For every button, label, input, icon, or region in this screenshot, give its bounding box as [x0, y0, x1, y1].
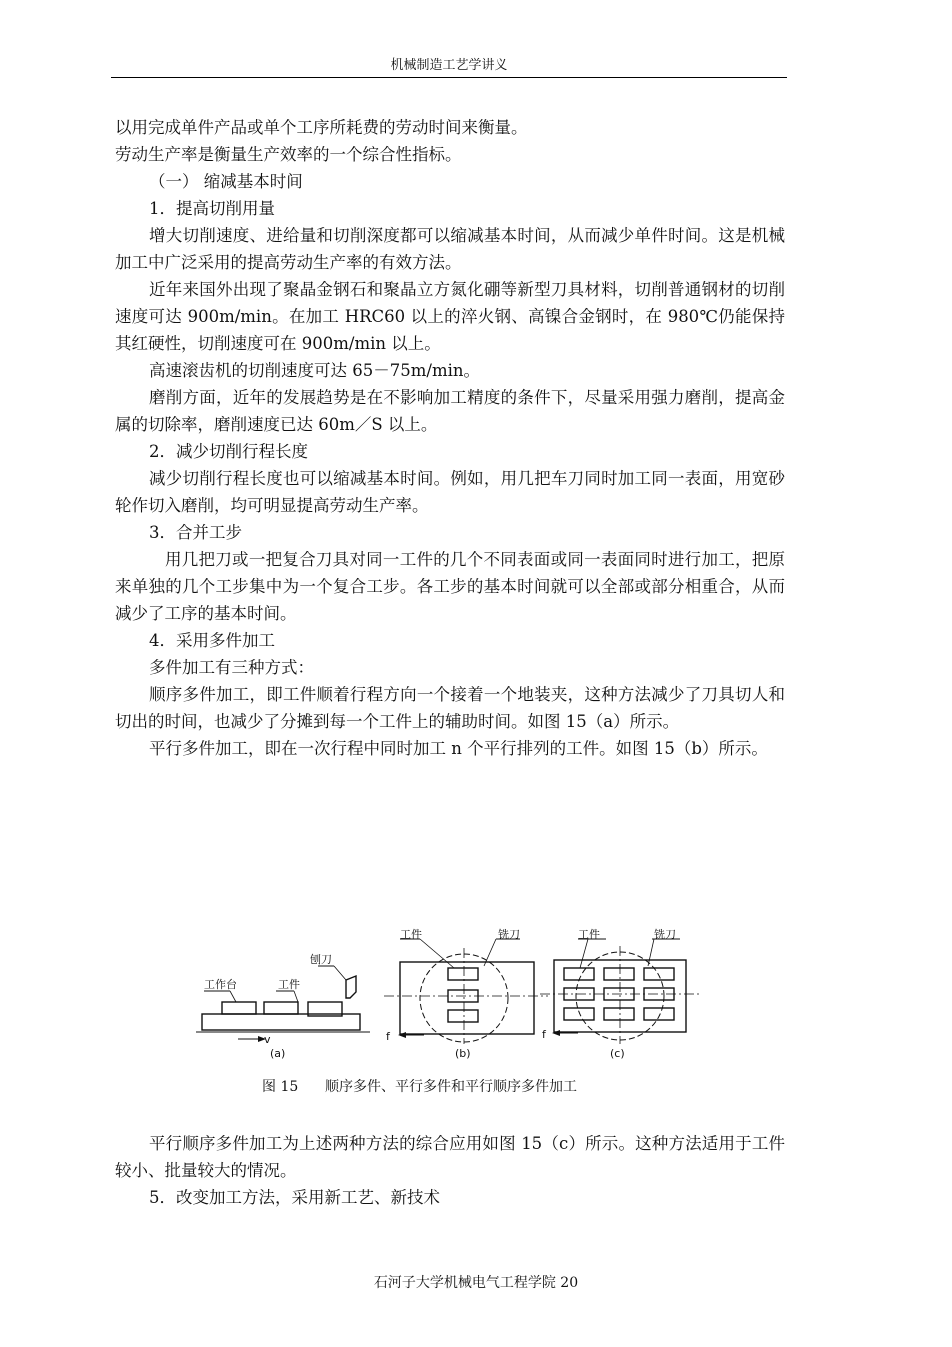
- workpiece-shape: [448, 1010, 478, 1022]
- header-rule: [111, 77, 787, 78]
- workpiece-shape: [644, 1008, 674, 1020]
- paragraph: 近年来国外出现了聚晶金钢石和聚晶立方氮化硼等新型刀具材料，切削普通钢材的切削速度可达 900m/min。在加工 HRC60 以上的淬火钢、高镍合金钢时，在 980℃仍能保持其红硬性，切削速度可在 900m/min 以上。: [115, 280, 785, 353]
- label-planer-tool: 刨刀: [310, 953, 332, 966]
- figure-c: [540, 939, 700, 1044]
- label-b: (b): [455, 1047, 471, 1060]
- paragraph: 以用完成单件产品或单个工序所耗费的劳动时间来衡量。: [115, 118, 528, 137]
- figure-15: [170, 926, 725, 1066]
- workpiece-shape: [564, 1008, 594, 1020]
- section-heading: （一） 缩减基本时间: [149, 172, 303, 191]
- label-worktable: 工作台: [204, 978, 237, 991]
- workpiece-shape: [564, 968, 594, 980]
- workpiece-shape: [644, 968, 674, 980]
- paragraph: 平行多件加工，即在一次行程中同时加工 n 个平行排列的工件。如图 15（b）所示。: [149, 739, 768, 758]
- paragraph: 顺序多件加工，即工件顺着行程方向一个接着一个地装夹，这种方法减少了刀具切人和切出的时间，也减少了分摊到每一个工件上的辅助时间。如图 15（a）所示。: [115, 685, 785, 731]
- paragraph: 磨削方面，近年的发展趋势是在不影响加工精度的条件下，尽量采用强力磨削，提高金属的切除率，磨削速度已达 60m／S 以上。: [115, 388, 785, 434]
- figure-b: [384, 939, 548, 1044]
- page-footer: 石河子大学机械电气工程学院 20: [373, 1275, 579, 1291]
- workpiece-shape: [222, 1002, 256, 1014]
- body-text-continued: [115, 1130, 785, 1211]
- label-a: (a): [270, 1047, 286, 1060]
- paragraph: 多件加工有三种方式：: [149, 658, 314, 677]
- body-text: [115, 114, 785, 762]
- workpiece-shape: [264, 1002, 298, 1014]
- paragraph: 增大切削速度、进给量和切削深度都可以缩减基本时间，从而减少单件时间。这是机械加工中广泛采用的提高劳动生产率的有效方法。: [115, 226, 785, 272]
- workpiece-shape: [604, 1008, 634, 1020]
- label-workpiece-b: 工件: [400, 928, 422, 941]
- label-f-b: f: [386, 1030, 390, 1043]
- subsection-heading: 4．采用多件加工: [149, 631, 275, 650]
- subsection-heading: 5．改变加工方法，采用新工艺、新技术: [149, 1188, 440, 1207]
- paragraph: 劳动生产率是衡量生产效率的一个综合性指标。: [115, 145, 462, 164]
- paragraph: 用几把刀或一把复合刀具对同一工件的几个不同表面或同一表面同时进行加工，把原来单独的几个工步集中为一个复合工步。各工步的基本时间就可以全部或部分相重合，从而减少了工序的基本时间。: [115, 550, 785, 623]
- workpiece-shape: [448, 968, 478, 980]
- paragraph: 平行顺序多件加工为上述两种方法的综合应用如图 15（c）所示。这种方法适用于工件较小、批量较大的情况。: [115, 1134, 785, 1180]
- paragraph: 减少切削行程长度也可以缩减基本时间。例如，用几把车刀同时加工同一表面，用宽砂轮作切入磨削，均可明显提高劳动生产率。: [115, 469, 785, 515]
- running-header: 机械制造工艺学讲义: [390, 58, 508, 73]
- label-workpiece-c: 工件: [578, 928, 600, 941]
- subsection-heading: 1．提高切削用量: [149, 199, 275, 218]
- label-mill-c: 铣刀: [654, 928, 676, 941]
- workpiece-shape: [604, 968, 634, 980]
- paragraph: 高速滚齿机的切削速度可达 65－75m/min。: [149, 361, 480, 380]
- label-f-c: f: [542, 1028, 546, 1041]
- label-v: v: [264, 1033, 271, 1046]
- planer-tool-shape: [346, 976, 356, 998]
- subsection-heading: 2．减少切削行程长度: [149, 442, 308, 461]
- subsection-heading: 3．合并工步: [149, 523, 242, 542]
- label-c: (c): [610, 1047, 625, 1060]
- label-workpiece-a: 工件: [278, 978, 300, 991]
- label-mill-b: 铣刀: [498, 928, 520, 941]
- figure-caption: 图 15 顺序多件、平行多件和平行顺序多件加工: [262, 1079, 577, 1095]
